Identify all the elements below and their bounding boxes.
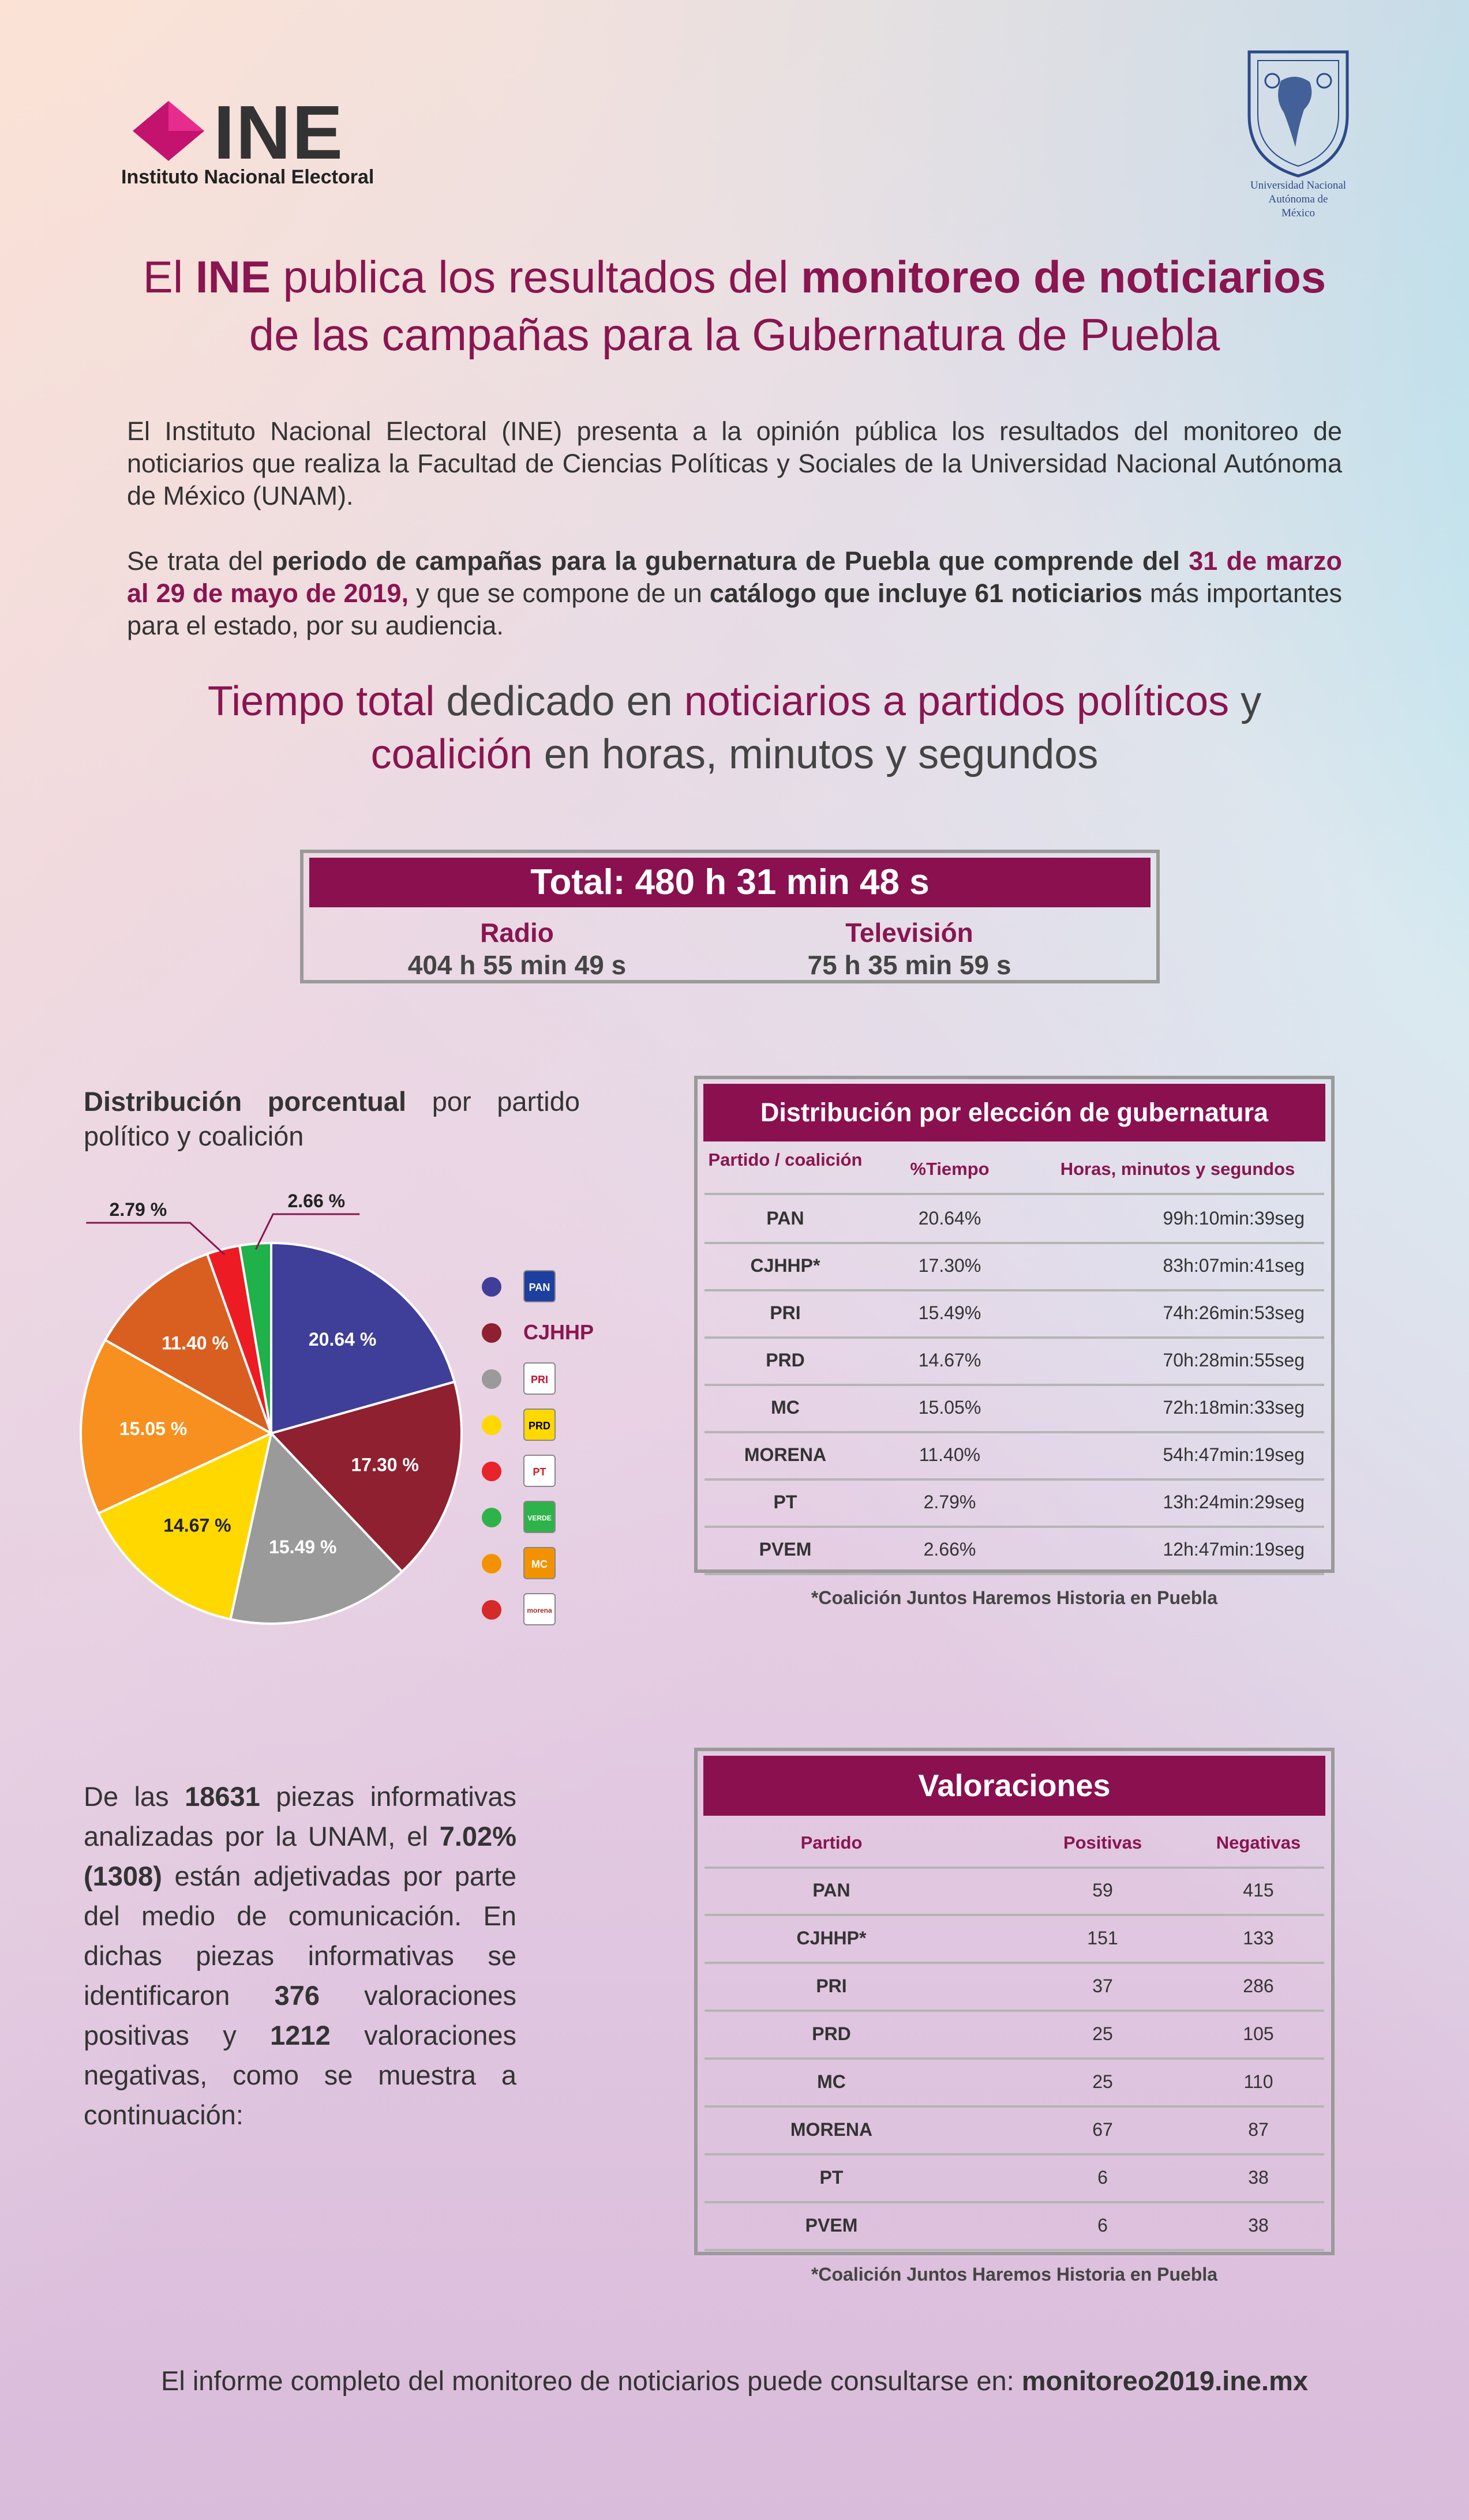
table-cell: 54h:47min:19seg: [1163, 1444, 1305, 1465]
total-time-box: [300, 850, 1160, 983]
distribution-table-header: Partido / coalición %Tiempo Horas, minutos y segundos: [704, 1146, 1324, 1195]
pie-label: 2.79 %: [109, 1199, 167, 1220]
table-cell: 2.79%: [923, 1492, 976, 1512]
table-cell: 105: [1243, 2023, 1274, 2044]
table-cell: PRD: [766, 1350, 805, 1370]
legend-swatch: [482, 1323, 501, 1343]
mc-logo-icon: MC: [523, 1547, 556, 1579]
valuation-summary: De las 18631 piezas informativas analizadas por la UNAM, el 7.02% (1308) están adjetivadas por parte del medio de comunicación. En dichas piezas informativas se identificaron 376 valoraciones positivas y 1212 valoraciones negativas, como se muestra a continuación:: [84, 1781, 516, 2130]
coalition-note: *Coalición Juntos Haremos Historia en Puebla: [811, 1587, 1218, 1608]
table-cell: PRI: [770, 1302, 801, 1323]
coalition-note-2: *Coalición Juntos Haremos Historia en Puebla: [811, 2264, 1218, 2285]
table-cell: MC: [771, 1397, 800, 1418]
table-cell: 6: [1097, 2167, 1108, 2188]
table-cell: 70h:28min:55seg: [1163, 1350, 1305, 1370]
footer: El informe completo del monitoreo de noticiarios puede consultarse en: monitoreo2019.ine.mx: [160, 2365, 1309, 2396]
unam-logo: [1229, 46, 1367, 225]
table-cell: 13h:24min:29seg: [1163, 1492, 1305, 1512]
table-cell: 38: [1248, 2167, 1269, 2188]
table-row: [704, 1384, 1324, 1433]
table-cell: PVEM: [805, 2215, 858, 2236]
pan-logo-icon: PAN: [523, 1270, 556, 1302]
table-cell: 2.66%: [923, 1539, 976, 1560]
valuations-table-header: Partido Positivas Negativas: [704, 1819, 1324, 1869]
legend-swatch: [482, 1600, 501, 1620]
table-cell: 415: [1243, 1880, 1274, 1901]
table-cell: 72h:18min:33seg: [1163, 1397, 1305, 1418]
table-cell: 15.49%: [918, 1302, 981, 1323]
table-cell: CJHHP*: [796, 1928, 867, 1948]
table-cell: 11.40%: [919, 1444, 981, 1465]
radio-total: Radio 404 h 55 min 49 s: [407, 918, 627, 980]
table-cell: MC: [817, 2071, 846, 2092]
table-cell: 87: [1248, 2119, 1269, 2140]
unam-motto: Universidad Nacional Autónoma de México: [1250, 179, 1347, 219]
table-cell: PVEM: [759, 1539, 812, 1560]
table-row: [704, 1866, 1324, 1916]
distribution-table-title: Distribución por elección de gubernatura: [703, 1084, 1325, 1141]
pie-callout-line: [86, 1223, 224, 1255]
table-cell: 12h:47min:19seg: [1163, 1539, 1305, 1560]
distribution-table: [694, 1076, 1335, 1573]
total-time: Total: 480 h 31 min 48 s: [309, 858, 1151, 907]
ine-diamond-icon: [127, 95, 213, 164]
report-link[interactable]: monitoreo2019.ine.mx: [1021, 2365, 1309, 2396]
table-row: [704, 2058, 1324, 2108]
table-cell: 6: [1097, 2215, 1108, 2236]
legend-swatch: [482, 1554, 501, 1573]
table-cell: 38: [1248, 2215, 1269, 2236]
table-cell: 133: [1243, 1928, 1274, 1948]
table-cell: MORENA: [744, 1444, 827, 1465]
table-cell: 20.64%: [918, 1208, 981, 1229]
table-cell: 15.05%: [918, 1397, 981, 1418]
pie-label: 15.49 %: [269, 1537, 337, 1558]
legend-swatch: [482, 1508, 501, 1527]
valuations-table-title: Valoraciones: [703, 1756, 1325, 1816]
table-row: [704, 1289, 1324, 1339]
ine-name: Instituto Nacional Electoral: [121, 166, 374, 188]
table-cell: 25: [1092, 2023, 1113, 2044]
prd-logo-icon: PRD: [523, 1409, 556, 1441]
table-row: [704, 1914, 1324, 1964]
table-cell: 59: [1092, 1880, 1113, 1901]
pie-label: 17.30 %: [351, 1454, 419, 1475]
legend-swatch: [482, 1462, 501, 1481]
table-cell: PRI: [816, 1976, 847, 1996]
table-row: [704, 1526, 1324, 1575]
unam-shield-icon: [1241, 46, 1356, 179]
table-cell: 25: [1092, 2071, 1113, 2092]
legend-swatch: [482, 1277, 501, 1297]
pie-label: 2.66 %: [287, 1190, 346, 1211]
valuations-table: [694, 1748, 1335, 2255]
pie-label: 11.40 %: [162, 1332, 228, 1354]
intro-paragraph-2: Se trata del periodo de campañas para la gubernatura de Puebla que comprende del 31 de marzo al 29 de mayo de 2019, y que se compone de un catálogo que incluye 61 noticiarios más importantes para el estado, por su audiencia.: [127, 546, 1343, 640]
intro-paragraph-1: El Instituto Nacional Electoral (INE) presenta a la opinión pública los resultados del monitoreo de noticiarios que realiza la Facultad de Ciencias Políticas y Sociales de la Universidad Nacional Autónoma de México (UNAM).: [127, 416, 1342, 510]
pie-label: 15.05 %: [119, 1418, 188, 1439]
ine-logo: [118, 92, 418, 190]
tv-total: Televisión 75 h 35 min 59 s: [807, 918, 1011, 980]
pie-label: 14.67 %: [163, 1515, 231, 1536]
table-row: [704, 1336, 1324, 1386]
morena-logo-icon: morena: [523, 1593, 556, 1625]
table-cell: 83h:07min:41seg: [1163, 1255, 1305, 1276]
table-cell: PT: [773, 1492, 797, 1512]
table-cell: 14.67%: [918, 1350, 981, 1370]
pri-logo-icon: PRI: [523, 1362, 556, 1395]
legend-swatch: [482, 1415, 501, 1435]
table-cell: PT: [819, 2167, 844, 2188]
pie-caption: Distribución porcentual por partido político y coalición: [84, 1086, 580, 1151]
table-cell: PAN: [812, 1880, 850, 1901]
section-subtitle: Tiempo total dedicado en noticiarios a partidos políticos y coalición en horas, minutos y segundos: [207, 678, 1262, 778]
table-cell: PRD: [812, 2023, 851, 2044]
table-cell: CJHHP*: [750, 1255, 820, 1276]
table-cell: 99h:10min:39seg: [1163, 1208, 1305, 1229]
table-row: [704, 1431, 1324, 1481]
legend-label: CJHHP: [523, 1320, 594, 1344]
table-cell: 74h:26min:53seg: [1163, 1302, 1305, 1323]
table-cell: 67: [1092, 2119, 1113, 2140]
table-cell: 17.30%: [918, 1255, 981, 1276]
table-row: [704, 2106, 1324, 2155]
table-cell: PAN: [766, 1208, 804, 1229]
page-title: El INE publica los resultados del monitoreo de noticiarios de las campañas para la Gubernatura de Puebla: [143, 251, 1326, 360]
table-row: [704, 1478, 1324, 1528]
table-row: [704, 2202, 1324, 2251]
pt-logo-icon: PT: [523, 1455, 556, 1487]
table-row: [704, 1195, 1324, 1244]
table-row: [704, 2154, 1324, 2203]
table-row: [704, 1962, 1324, 2012]
table-row: [704, 2010, 1324, 2060]
table-cell: 110: [1243, 2071, 1273, 2092]
pie-chart: [58, 1182, 473, 1644]
pie-label: 20.64 %: [308, 1328, 377, 1350]
table-cell: MORENA: [790, 2119, 873, 2140]
legend-swatch: [482, 1369, 501, 1389]
ine-wordmark: INE: [213, 90, 344, 175]
table-row: [704, 1242, 1324, 1291]
table-cell: 37: [1092, 1976, 1113, 1996]
table-cell: 286: [1243, 1976, 1274, 1996]
table-cell: 151: [1087, 1928, 1118, 1948]
verde-logo-icon: VERDE: [523, 1501, 556, 1533]
